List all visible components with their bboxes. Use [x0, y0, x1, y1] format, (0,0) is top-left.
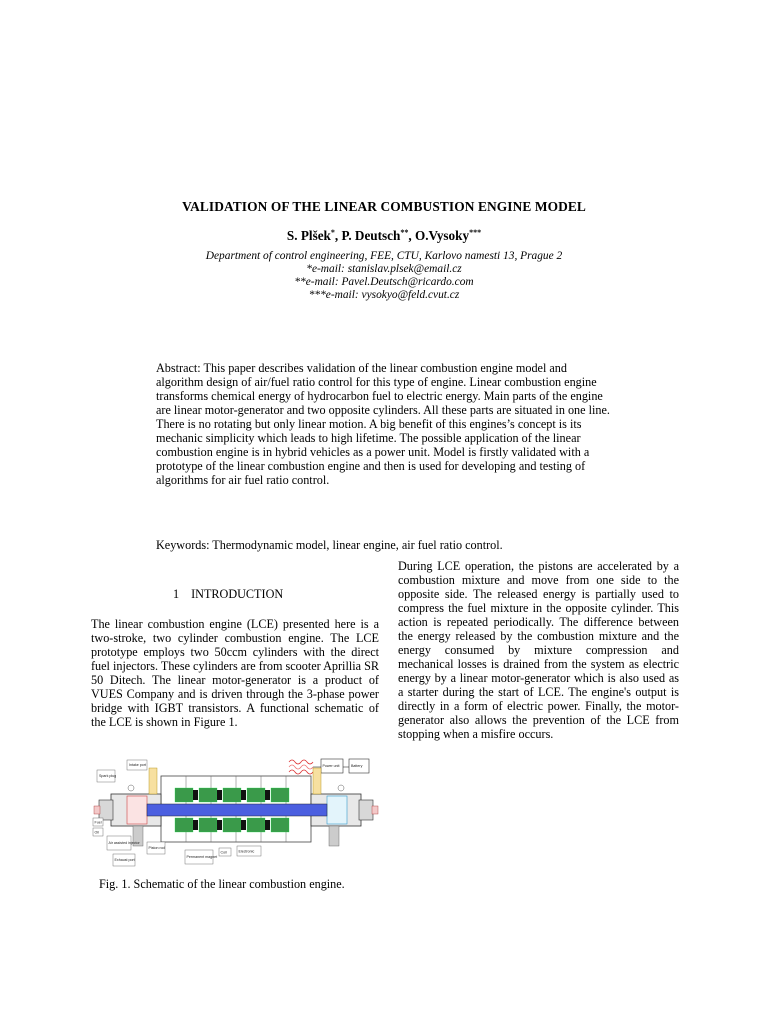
author-mark: *** — [469, 228, 482, 237]
intro-paragraph-right: During LCE operation, the pistons are accelerated by a combustion mixture and move from one side to the opposite side. The released energy is partially used to compress the fuel mixture in the opposite cylinder. This action is repeated periodically. The difference between the energy released by the combustion mixture and the energy consumed by mixture compression and mechanical losses is drained from the system as electric energy by a linear motor-generator which is also used as a starter during the start of LCE. The engine's output is directly in a form of electric power. Finally, the motor-generator also allows the prevention of the LCE from stopping when a misfire occurs. — [398, 559, 679, 741]
left-cylinder-head — [99, 800, 113, 820]
affiliation-email: **e-mail: Pavel.Deutsch@ricardo.com — [294, 276, 474, 288]
affiliation-department: Department of control engineering, FEE, CTU, Karlovo namesti 13, Prague 2 — [205, 250, 563, 262]
figure-caption: Fig. 1. Schematic of the linear combustion engine. — [99, 877, 345, 891]
spark-plug-left — [94, 806, 100, 814]
author-name: S. Plšek — [286, 228, 331, 243]
right-cylinder-head — [359, 800, 373, 820]
intake-port-left — [149, 768, 157, 794]
phase-wave-1 — [289, 760, 313, 764]
label-permanent-magnet: Permanent magnet — [186, 855, 218, 859]
phase-wave-3 — [289, 770, 313, 774]
schematic-diagram — [91, 756, 381, 868]
affiliation-block — [0, 250, 768, 302]
author-separator: , — [334, 228, 342, 243]
label-fuel: Fuel — [94, 820, 102, 825]
label-air-assisted-injector: Air assisted injector — [108, 841, 140, 845]
section-number: 1 — [173, 587, 180, 601]
affiliation-email: *e-mail: stanislav.plsek@email.cz — [306, 263, 462, 275]
label-exhaust-port: Exhaust port — [114, 858, 135, 862]
label-coil: Coil — [220, 850, 227, 855]
piston-rod — [147, 804, 327, 816]
author-list — [0, 228, 768, 244]
right-piston — [327, 796, 347, 824]
author-separator: , — [408, 228, 415, 243]
affiliation-email: ***e-mail: vysokyo@feld.cvut.cz — [308, 289, 460, 301]
exhaust-port-right — [329, 826, 339, 846]
paper-title: VALIDATION OF THE LINEAR COMBUSTION ENGINE MODEL — [182, 199, 586, 214]
author-mark: ** — [400, 228, 409, 237]
label-electronic: Electronic — [238, 849, 255, 854]
author-name: P. Deutsch — [341, 228, 401, 243]
label-intake-port: Intake port — [129, 763, 146, 767]
label-battery: Battery — [351, 764, 363, 768]
label-power-unit: Power unit — [322, 764, 340, 768]
coil-row-top — [175, 788, 289, 802]
spark-plug-right — [372, 806, 378, 814]
intro-paragraph-left: The linear combustion engine (LCE) presented here is a two-stroke, two cylinder combustion engine. The LCE prototype employs two 50ccm cylinders with the direct fuel injectors. These cylinders are from scooter Aprillia SR 50 Ditech. The linear motor-generator is a product of VUES Company and is driven through the 3-phase power bridge with IGBT transistors. A functional schematic of the LCE is shown in Figure 1. — [91, 617, 379, 729]
label-spark-plug: Spark plug — [99, 774, 117, 778]
author-name: O.Vysoky — [414, 228, 470, 243]
coil-row-bottom — [175, 818, 289, 832]
label-piston-rod: Piston rod — [148, 846, 165, 850]
section-heading — [173, 587, 283, 602]
abstract-text: Abstract: This paper describes validation of the linear combustion engine model and algorithm design of air/fuel ratio control for this type of engine. Linear combustion engine transforms chemical energy of hydrocarbon fuel to electric energy. Main parts of the engine are linear motor-generator and two opposite cylinders. All these parts are situated in one line. There is no rotating but only linear motion. A big benefit of this engines’s concept is its mechanic simplicity which leads to high lifetime. The possible application of the linear combustion engine is in hybrid vehicles as a power unit. Model is firstly validated with a prototype of the linear combustion engine and then is used for developing and testing of algorithms for air fuel ratio control. — [156, 361, 610, 487]
intake-port-right — [313, 768, 321, 794]
left-piston — [127, 796, 147, 824]
figure-lce-schematic — [91, 756, 381, 868]
keywords-line: Keywords: Thermodynamic model, linear engine, air fuel ratio control. — [156, 538, 503, 552]
author-mark: * — [330, 228, 335, 237]
phase-wave-2 — [289, 765, 313, 769]
section-title: INTRODUCTION — [191, 587, 284, 601]
label-oil: Oil — [94, 830, 99, 835]
